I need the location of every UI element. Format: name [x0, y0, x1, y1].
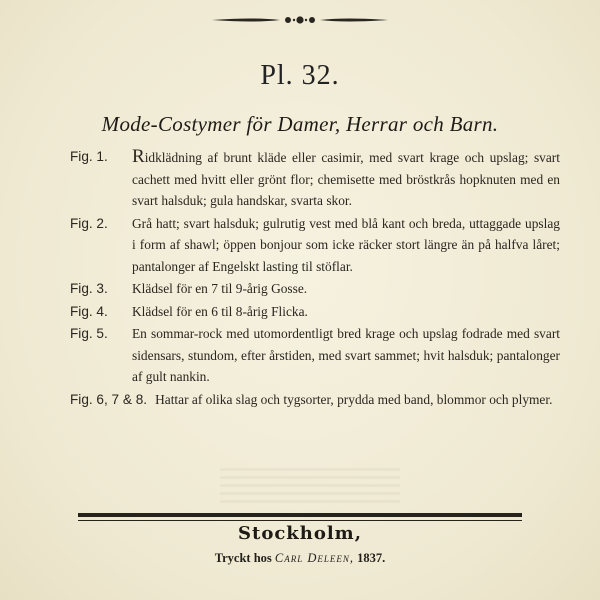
imprint-line	[0, 551, 600, 566]
figure-text: Klädsel för en 6 til 8-årig Flicka.	[132, 303, 308, 319]
figure-descriptions	[70, 146, 560, 411]
figure-text: Klädsel för en 7 til 9-årig Gosse.	[132, 281, 308, 296]
figure-entry-6-8	[70, 389, 560, 411]
paper-show-through	[220, 468, 400, 504]
figure-text-body: idklädning af brunt kläde eller casimir, med svart krage och upslag; svart cachett med hvitt eller grönt flor; chemisette med bröstkrås hopknuten med en svart halsduk; gula handskar, svarta skor.	[132, 150, 560, 208]
figure-entry-4	[70, 301, 560, 323]
drop-cap: R	[132, 146, 145, 167]
figure-text	[132, 146, 560, 212]
imprint-year: 1837.	[357, 551, 386, 565]
imprint-prefix: Tryckt hos	[214, 551, 272, 565]
figure-text: Hattar af olika slag och tygsorter, prydda med band, blommor och plymer.	[155, 391, 553, 407]
plate-title: Pl. 32.	[260, 60, 340, 91]
imprint-printer: Carl Deleen,	[274, 551, 355, 565]
figure-label: Fig. 6, 7 & 8.	[70, 391, 148, 407]
double-rule-thin	[78, 520, 522, 521]
figure-entry-3	[70, 278, 560, 300]
plate-subtitle: Mode-Costymer för Damer, Herrar och Barn.	[101, 112, 499, 136]
figure-text: En sommar-rock med utomordentligt bred krage och upslag fodrade med svart sidensars, stundom, efter årstiden, med svart sammet; hvit halsduk; pantalonger af gult nankin.	[132, 326, 560, 384]
figure-entry-5	[70, 323, 560, 388]
figure-label: Fig. 3.	[70, 281, 108, 296]
figure-entry-2	[70, 213, 560, 278]
figure-label: Fig. 4.	[70, 303, 108, 319]
figure-text: Grå hatt; svart halsduk; gulrutig vest med blå kant och breda, uttaggade upslag i form af shawl; öppen bonjour som icke räcker stort längre än på halfva låret; pantalonger af Engelskt lasting til stöflar.	[132, 215, 560, 274]
imprint-city: Stockholm,	[238, 523, 362, 544]
figure-entry-1	[70, 146, 560, 212]
figure-label: Fig. 5.	[70, 326, 108, 341]
double-rule-thick	[78, 513, 522, 517]
figure-label: Fig. 1.	[70, 149, 108, 164]
figure-label: Fig. 2.	[70, 215, 108, 231]
scroll-ornament-icon	[210, 14, 390, 26]
